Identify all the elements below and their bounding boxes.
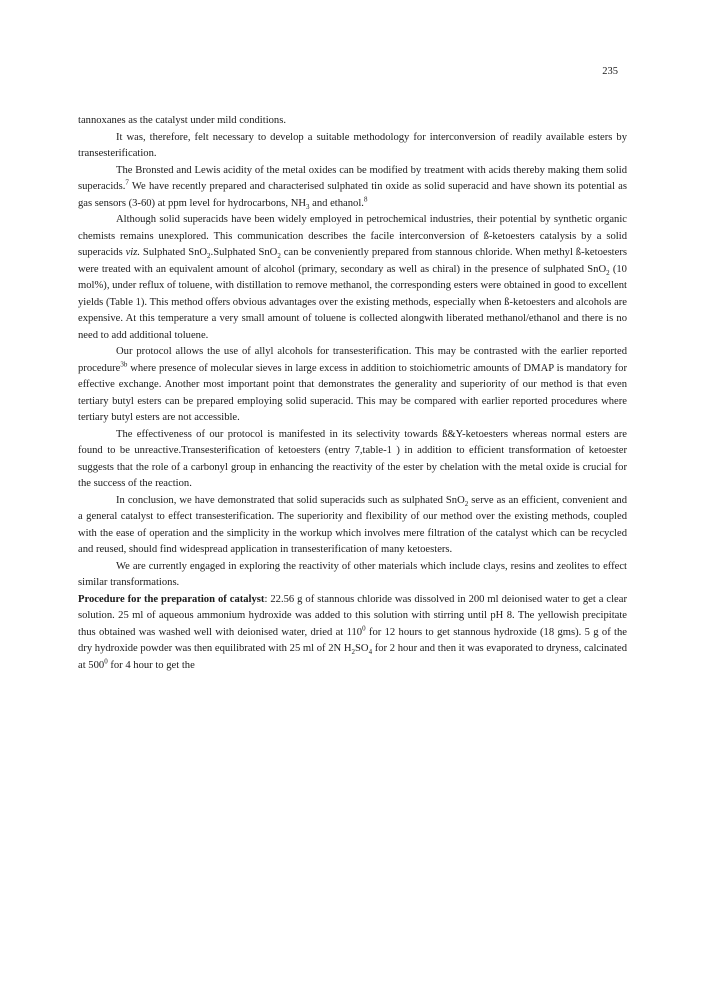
body-text <box>78 113 627 674</box>
paragraph-superacids: The Bronsted and Lewis acidity of the metal oxides can be modified by treatment with acids thereby making them solid superacids.$^7$ We have recently prepared and characterised sulphated tin oxide as solid superacid and have shown its potential as gas sensors (3-60) at ppm level for hydrocarbons, $NH_3$ and ethanol.$^8$ <box>78 164 627 211</box>
paragraph-methodology: It was, therefore, felt necessary to develop a suitable methodology for interconversion of readily available esters by transesterification. <box>78 131 627 159</box>
reference-marker: 8 <box>363 194 368 203</box>
paragraph-future-work: We are currently engaged in exploring the reactivity of other materials which include clays, resins and zeolites to effect similar transformations. <box>78 560 627 588</box>
reference-marker: 3b <box>120 359 128 368</box>
paragraph-protocol: Our protocol allows the use of allyl alcohols for transesterification. This may be contrasted with the earlier reported procedure$^{3b}$ where presence of molecular sieves in large excess in addition to stoichiometric amounts of DMAP is mandatory for effective exchange. Another most important point that demonstrates the generality and superiority of our method is that even tertiary butyl esters can be prepared employing solid superacid. This may be compared with earlier reported procedures where tertiary butyl esters are not accessible. <box>78 346 627 423</box>
paragraph-conclusion: In conclusion, we have demonstrated that solid superacids such as sulphated SnO$_2$ serve as an efficient, convenient and a general catalyst to effect transesterification. The superiority and flexibility of our method over the existing methods, coupled with the ease of operation and the simplicity in the workup which involves mere filtration of the catalyst which can be recycled and reused, should find widespread application in transesterification of many ketoesters. <box>78 494 628 555</box>
procedure-heading: Procedure for the preparation of catalyst <box>78 593 265 605</box>
reference-marker: 7 <box>125 178 129 187</box>
paragraph-continued: tannoxanes as the catalyst under mild conditions. <box>78 115 287 126</box>
paragraph-interconversion: Although solid superacids have been widely employed in petrochemical industries, their potential by synthetic organic chemists remains unexplored. This communication describes the facile interconversion of ß-ketoesters catalysis by a solid superacids viz. Sulphated SnO$_2$.Sulphated SnO$_2$ can be conveniently prepared from stannous chloride. When methyl ß-ketoesters were treated with an equivalent amount of alcohol (primary, secondary as well as chiral) in the presence of sulphated SnO$_2$ (10 mol%), under reflux of toluene, with distillation to remove methanol, the corresponding esters were obtained in good to excellent yields (Table 1). This method offers obvious advantages over the existing methods, especially when ß-ketoesters and alcohols are expensive. At this temperature a very small amount of toluene is collected alongwith liberated methanol/ethanol and there is no need to add additional toluene. <box>78 214 627 341</box>
paragraph-procedure: Procedure for the preparation of catalyst: 22.56 g of stannous chloride was dissolved in 200 ml deionised water to get a clear solution. 25 ml of aqueous ammonium hydroxide was added to this solution with stirring until pH 8. The yellowish precipitate thus obtained was washed well with deionised water, dried at $110^0$ for 12 hours to get stannous hydroxide (18 gms). 5 g of the dry hydroxide powder was then equilibrated with 25 ml of 2N $H_2SO_4$ for 2 hour and then it was evaporated to dryness, calcinated at $500^0$ for 4 hour to get the <box>78 593 627 671</box>
paragraph-selectivity: The effectiveness of our protocol is manifested in its selectivity towards ß&Y-ketoesters whereas normal esters are found to be unreactive.Transesterification of ketoesters (entry 7,table-1 ) in addition to efficient transformation of ketoester suggests that the role of a carbonyl group in enhancing the reactivity of the ester by chelation with the metal oxide is crucial for the success of the reaction. <box>78 428 627 489</box>
page-number: 235 <box>602 66 618 77</box>
